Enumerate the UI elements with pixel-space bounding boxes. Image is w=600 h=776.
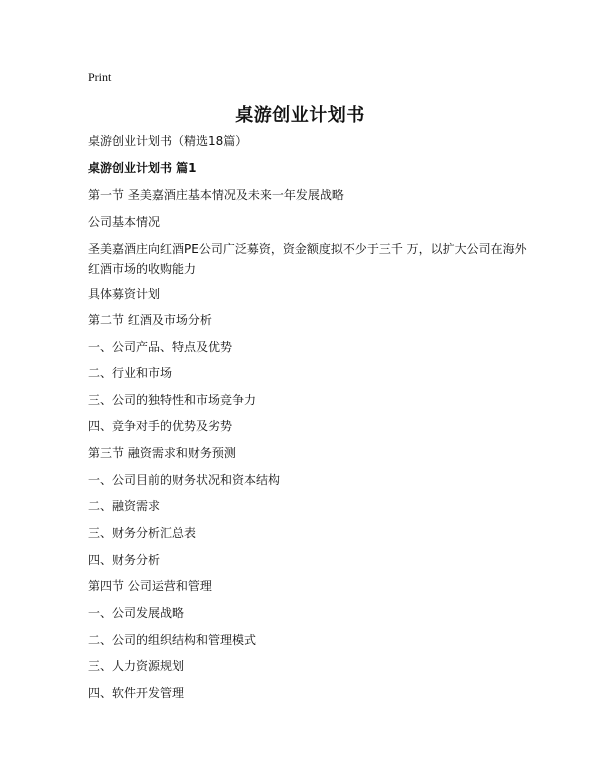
document-line: 三、公司的独特性和市场竞争力 bbox=[88, 393, 257, 407]
section-heading: 桌游创业计划书 篇1 bbox=[88, 161, 197, 175]
document-line: 二、融资需求 bbox=[88, 499, 161, 513]
document-line: 第三节 融资需求和财务预测 bbox=[88, 446, 236, 460]
document-line: 二、公司的组织结构和管理模式 bbox=[88, 633, 257, 647]
document-line: 一、公司产品、特点及优势 bbox=[88, 340, 233, 354]
print-link[interactable]: Print bbox=[88, 70, 112, 84]
document-line: 四、软件开发管理 bbox=[88, 686, 185, 700]
document-line: 三、人力资源规划 bbox=[88, 659, 185, 673]
document-line: 一、公司目前的财务状况和资本结构 bbox=[88, 473, 281, 487]
document-line: 第四节 公司运营和管理 bbox=[88, 579, 212, 593]
document-line: 四、财务分析 bbox=[88, 553, 161, 567]
document-line: 三、财务分析汇总表 bbox=[88, 526, 197, 540]
page-title: 桌游创业计划书 bbox=[235, 105, 365, 126]
document-line: 一、公司发展战略 bbox=[88, 606, 185, 620]
document-line: 第二节 红酒及市场分析 bbox=[88, 313, 212, 327]
document-line: 二、行业和市场 bbox=[88, 366, 173, 380]
document-line: 第一节 圣美嘉酒庄基本情况及未来一年发展战略 bbox=[88, 188, 344, 202]
document-subtitle: 桌游创业计划书（精选18篇） bbox=[88, 134, 248, 148]
document-line: 公司基本情况 bbox=[88, 215, 161, 229]
document-line: 四、竞争对手的优势及劣势 bbox=[88, 419, 233, 433]
document-paragraph: 圣美嘉酒庄向红酒PE公司广泛募资，资金额度拟不少于三千 万，以扩大公司在海外红酒市场的收购能力 bbox=[88, 242, 527, 276]
document-line: 具体募资计划 bbox=[88, 287, 161, 301]
